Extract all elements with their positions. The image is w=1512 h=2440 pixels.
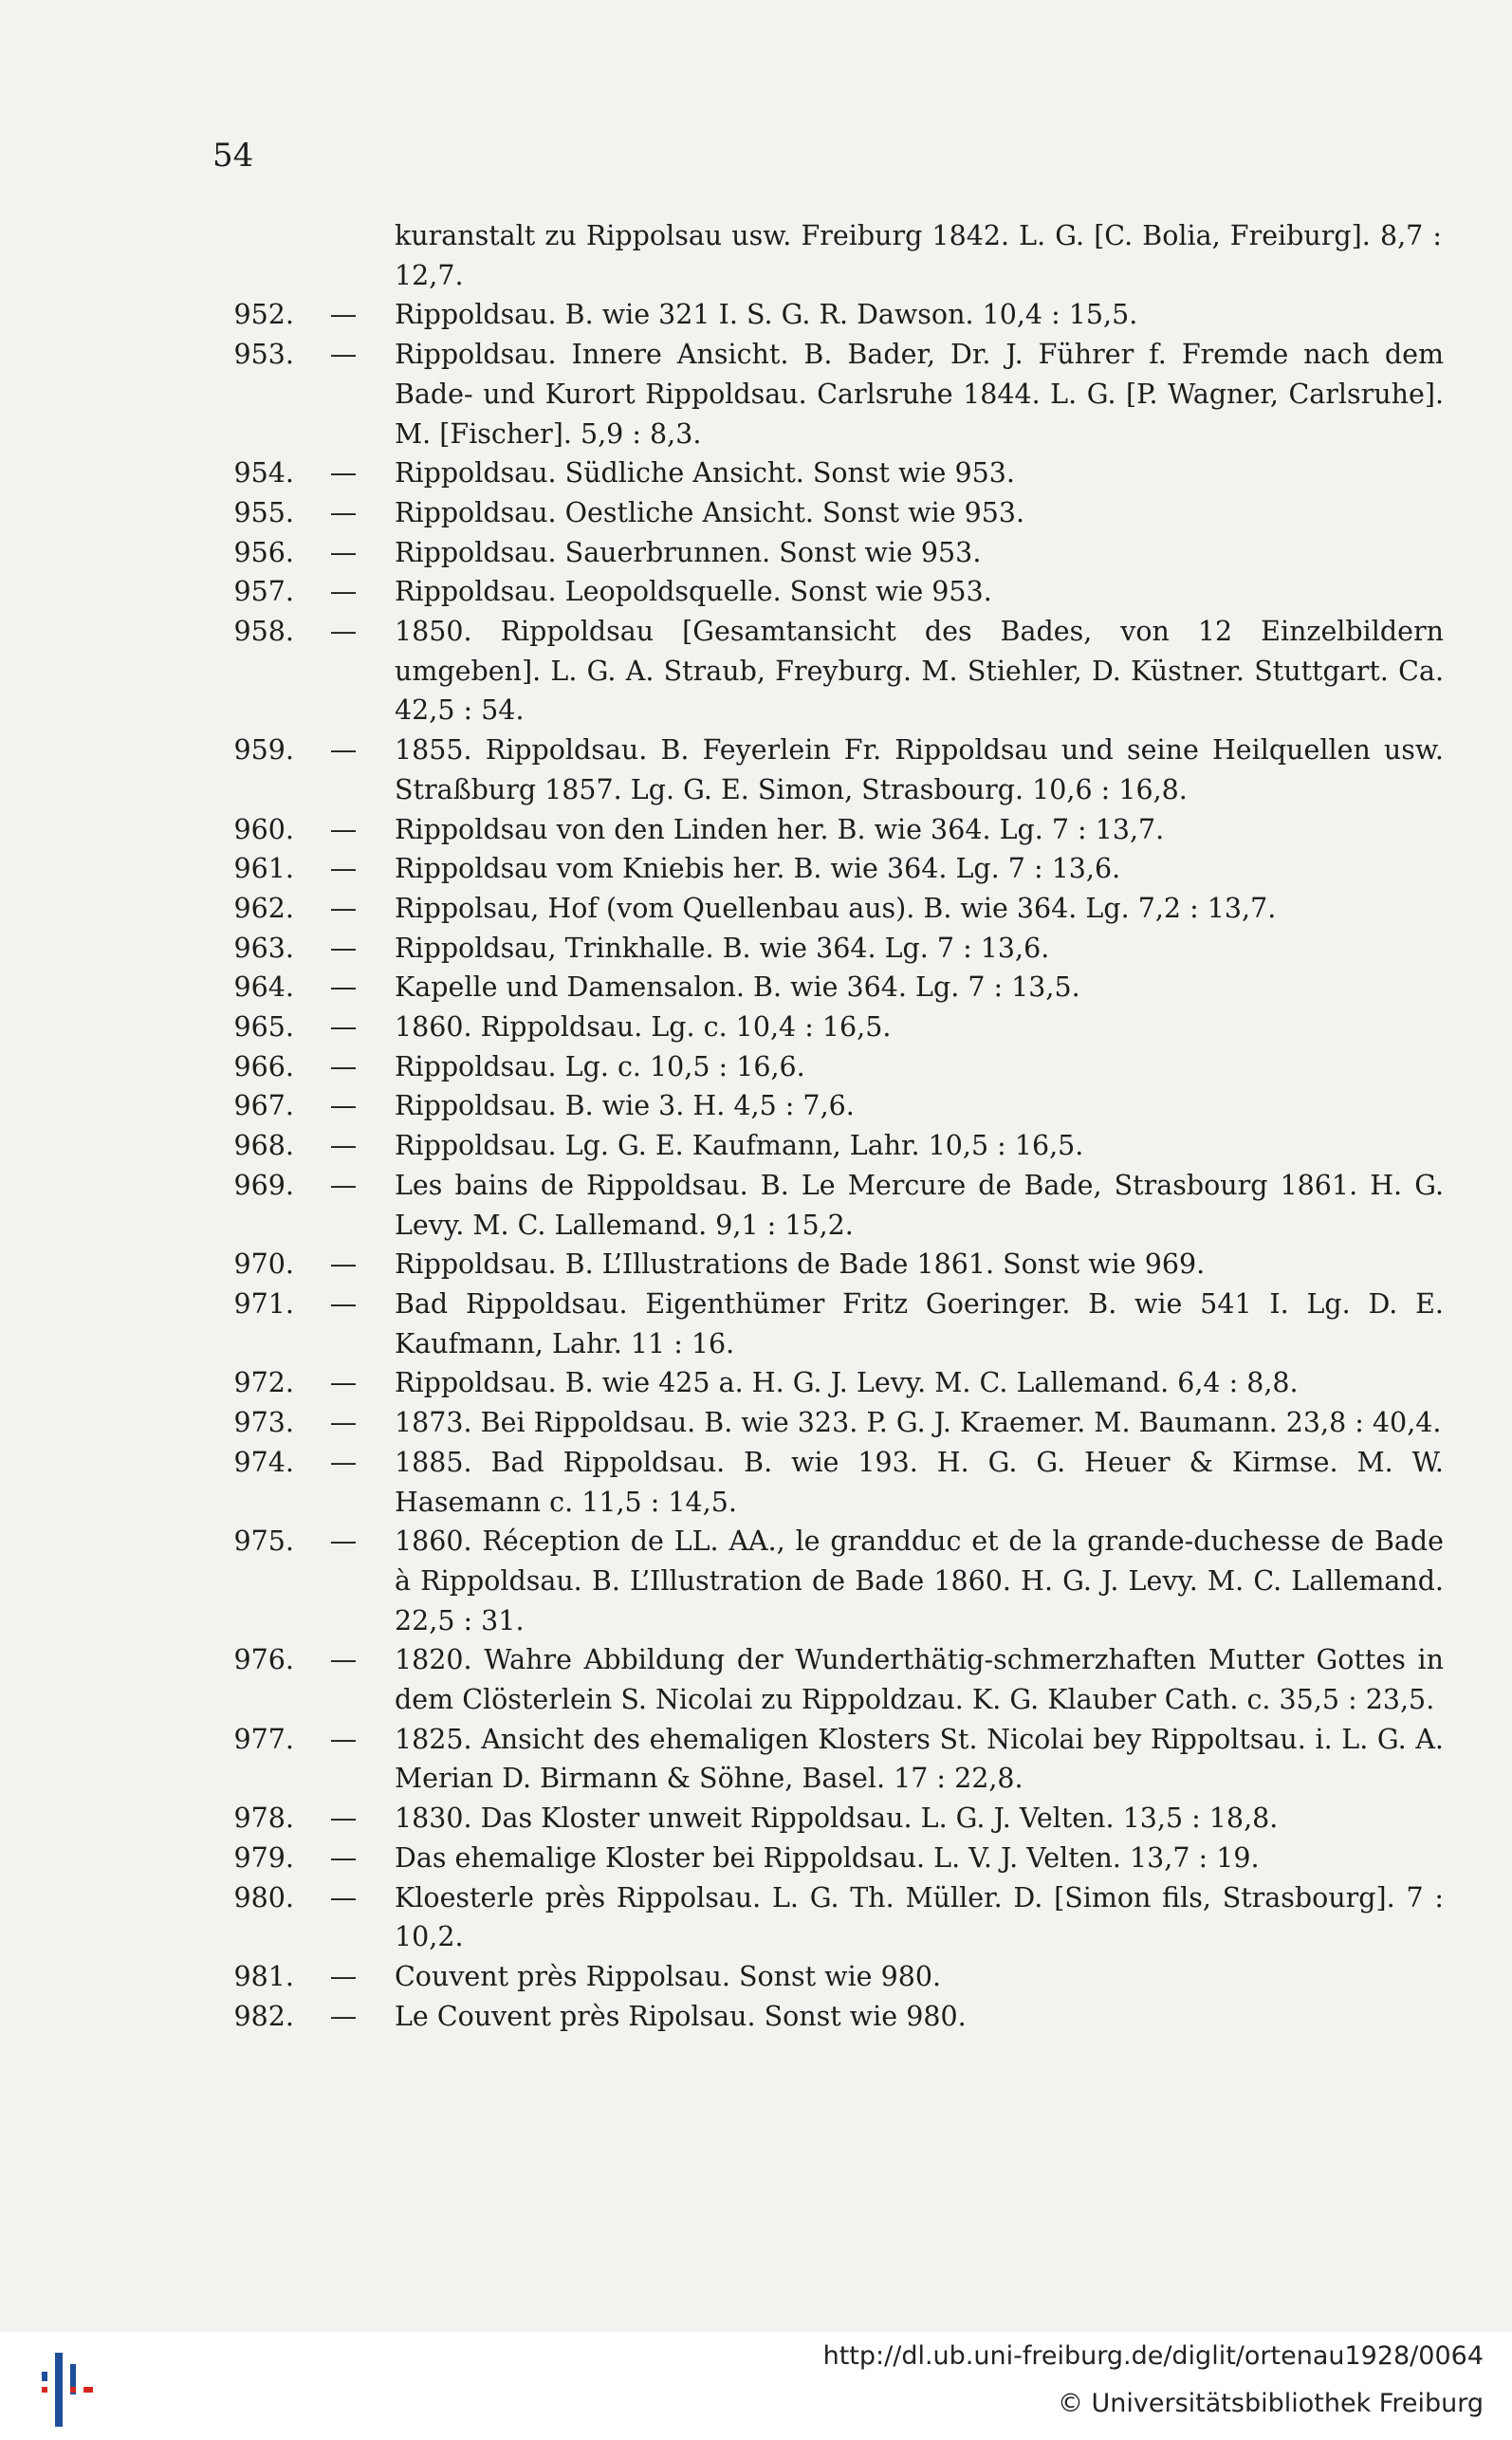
entry-number: 957. [233,576,294,608]
catalog-entry [0,1126,1512,1166]
entry-dash: — [329,1090,358,1122]
entry-text: 1860. Réception de LL. AA., le grandduc et de la grande-duchesse de Bade à Rippoldsau. B. L’Illustration de Bade 1860. H. G. J. Levy. M. C. Lallemand. 22,5 : 31. [395,1525,1444,1636]
entry-number: 981. [233,1960,294,1992]
entry-number: 975. [233,1525,294,1558]
entry-number: 978. [233,1802,294,1835]
entry-text: Rippoldsau. Sauerbrunnen. Sonst wie 953. [395,536,982,568]
entry-number: 959. [233,734,294,767]
catalog-entry [0,533,1512,573]
catalog-entry [0,889,1512,929]
entry-number: 962. [233,892,294,924]
entry-dash: — [329,2000,358,2032]
entry-dash: — [329,1407,358,1439]
entry-dash: — [329,576,358,608]
catalog-entry [0,1443,1512,1522]
entry-text: Rippoldsau von den Linden her. B. wie 364. Lg. 7 : 13,7. [395,813,1165,845]
entry-number: 969. [233,1169,294,1201]
entry-text: 1830. Das Kloster unweit Rippoldsau. L. G. J. Velten. 13,5 : 18,8. [395,1802,1279,1835]
entry-text: 1855. Rippoldsau. B. Feyerlein Fr. Rippoldsau und seine Heilquellen usw. Straßburg 1857. Lg. G. E. Simon, Strasbourg. 10,6 : 16,8. [395,734,1444,805]
entry-dash: — [329,536,358,568]
entry-number: 977. [233,1723,294,1755]
catalog-entry [0,295,1512,335]
catalog-entry [0,968,1512,1007]
entry-text: Les bains de Rippoldsau. B. Le Mercure de Bade, Strasbourg 1861. H. G. Levy. M. C. Lallemand. 9,1 : 15,2. [395,1169,1444,1241]
entry-text: Rippoldsau. Lg. G. E. Kaufmann, Lahr. 10,5 : 16,5. [395,1130,1084,1162]
entry-text: Rippoldsau. B. L’Illustrations de Bade 1861. Sonst wie 969. [395,1248,1206,1281]
entry-dash: — [329,1446,358,1478]
catalog-entry [0,1166,1512,1245]
entry-dash: — [329,853,358,885]
entry-dash: — [329,1723,358,1755]
entry-text: 1850. Rippoldsau [Gesamtansicht des Bades, von 12 Einzelbildern umgeben]. L. G. A. Straub, Freyburg. M. Stiehler, D. Küstner. Stuttgart. Ca. 42,5 : 54. [395,616,1444,727]
entry-text: Bad Rippoldsau. Eigenthümer Fritz Goeringer. B. wie 541 I. Lg. D. E. Kaufmann, Lahr. 11 : 16. [395,1287,1444,1359]
catalog-entry [0,1640,1512,1719]
entry-number: 966. [233,1050,294,1082]
entry-text: Rippoldsau. Lg. c. 10,5 : 16,6. [395,1050,805,1082]
catalog-entry [0,572,1512,612]
page-number: 54 [212,137,254,175]
catalog-entry [0,335,1512,453]
catalog-entry [0,849,1512,889]
entry-number: 958. [233,616,294,648]
entry-dash: — [329,1841,358,1874]
entry-dash: — [329,1644,358,1676]
catalog-entry [0,493,1512,533]
entry-number: 968. [233,1130,294,1162]
entry-dash: — [329,1881,358,1913]
entry-number: 980. [233,1881,294,1913]
entry-dash: — [329,1287,358,1320]
entry-number: 952. [233,299,294,331]
catalog-entry [0,1403,1512,1443]
entry-text: 1860. Rippoldsau. Lg. c. 10,4 : 16,5. [395,1011,892,1044]
entry-number: 953. [233,339,294,371]
entry-dash: — [329,1525,358,1558]
catalog-entry [0,929,1512,969]
entry-text: Rippoldsau. B. wie 3. H. 4,5 : 7,6. [395,1090,855,1122]
entry-number: 967. [233,1090,294,1122]
entry-text: Rippolsau, Hof (vom Quellenbau aus). B. wie 364. Lg. 7,2 : 13,7. [395,892,1277,924]
catalog-entry [0,1997,1512,2037]
catalog-entry [0,1047,1512,1087]
entry-text: Couvent près Rippolsau. Sonst wie 980. [395,1960,942,1992]
ub-freiburg-logo-icon[interactable] [38,2343,95,2429]
entry-number: 973. [233,1407,294,1439]
entry-dash: — [329,734,358,767]
entry-number: 982. [233,2000,294,2032]
entry-dash: — [329,457,358,490]
entry-dash: — [329,1960,358,1992]
entry-number: 960. [233,813,294,845]
entry-dash: — [329,1248,358,1281]
entry-text: Kloesterle près Rippolsau. L. G. Th. Müller. D. [Simon fils, Strasbourg]. 7 : 10,2. [395,1881,1444,1953]
catalog-entry [0,1285,1512,1363]
catalog-entry [0,1522,1512,1640]
entry-text: Rippoldsau. B. wie 321 I. S. G. R. Dawson. 10,4 : 15,5. [395,299,1138,331]
source-url-link[interactable]: http://dl.ub.uni-freiburg.de/diglit/ortenau1928/0064 [822,2341,1484,2371]
entry-text: 1885. Bad Rippoldsau. B. wie 193. H. G. G. Heuer & Kirmse. M. W. Hasemann c. 11,5 : 14,5. [395,1446,1444,1518]
entry-text: Kapelle und Damensalon. B. wie 364. Lg. 7 : 13,5. [395,971,1080,1004]
entry-text: 1873. Bei Rippoldsau. B. wie 323. P. G. J. Kraemer. M. Baumann. 23,8 : 40,4. [395,1407,1442,1439]
entry-number: 970. [233,1248,294,1281]
entry-dash: — [329,971,358,1004]
entry-dash: — [329,1130,358,1162]
entry-text: Le Couvent près Ripolsau. Sonst wie 980. [395,2000,967,2032]
catalog-entries [0,216,1512,2036]
entry-text: Rippoldsau. Leopoldsquelle. Sonst wie 953. [395,576,992,608]
entry-text: Rippoldsau vom Kniebis her. B. wie 364. Lg. 7 : 13,6. [395,853,1121,885]
entry-dash: — [329,339,358,371]
entry-number: 976. [233,1644,294,1676]
entry-number: 954. [233,457,294,490]
entry-number: 955. [233,496,294,528]
entry-dash: — [329,813,358,845]
entry-dash: — [329,1802,358,1835]
entry-dash: — [329,1169,358,1201]
entry-text: Rippoldsau, Trinkhalle. B. wie 364. Lg. 7 : 13,6. [395,932,1050,964]
entry-number: 963. [233,932,294,964]
entry-number: 974. [233,1446,294,1478]
entry-text: Rippoldsau. Oestliche Ansicht. Sonst wie 953. [395,496,1025,528]
entry-number: 956. [233,536,294,568]
entry-number: 979. [233,1841,294,1874]
entry-dash: — [329,616,358,648]
entry-text: 1820. Wahre Abbildung der Wunderthätig-schmerzhaften Mutter Gottes in dem Clösterlein S. Nicolai zu Rippoldzau. K. G. Klauber Cath. c. 35,5 : 23,5. [395,1644,1444,1716]
entry-text: Das ehemalige Kloster bei Rippoldsau. L. V. J. Velten. 13,7 : 19. [395,1841,1260,1874]
catalog-entry [0,1007,1512,1047]
catalog-entry [0,1720,1512,1799]
catalog-entry [0,730,1512,809]
catalog-entry [0,1086,1512,1126]
catalog-entry [0,1839,1512,1878]
catalog-entry [0,1799,1512,1839]
entry-dash: — [329,299,358,331]
catalog-entry [0,1957,1512,1997]
catalog-entry [0,1363,1512,1403]
entry-dash: — [329,1367,358,1399]
entry-dash: — [329,892,358,924]
entry-number: 972. [233,1367,294,1399]
intro-text: kuranstalt zu Rippolsau usw. Freiburg 1842. L. G. [C. Bolia, Freiburg]. 8,7 : 12,7. [395,220,1442,291]
entry-text: 1825. Ansicht des ehemaligen Klosters St. Nicolai bey Rippoltsau. i. L. G. A. Merian D. Birmann & Söhne, Basel. 17 : 22,8. [395,1723,1444,1795]
entry-dash: — [329,932,358,964]
entry-text: Rippoldsau. Südliche Ansicht. Sonst wie 953. [395,457,1015,490]
catalog-entry [0,453,1512,493]
catalog-entry [0,810,1512,850]
entry-number: 961. [233,853,294,885]
entry-number: 971. [233,1287,294,1320]
catalog-entry [0,612,1512,730]
entry-number: 965. [233,1011,294,1044]
entry-number: 964. [233,971,294,1004]
entry-text: Rippoldsau. B. wie 425 a. H. G. J. Levy. M. C. Lallemand. 6,4 : 8,8. [395,1367,1299,1399]
entry-dash: — [329,1011,358,1044]
entry-text: Rippoldsau. Innere Ansicht. B. Bader, Dr. J. Führer f. Fremde nach dem Bade- und Kurort Rippoldsau. Carlsruhe 1844. L. G. [P. Wagner, Carlsruhe]. M. [Fischer]. 5,9 : 8,3. [395,339,1444,450]
catalog-entry [0,1245,1512,1285]
entry-dash: — [329,496,358,528]
copyright-text: © Universitätsbibliothek Freiburg [1057,2389,1484,2418]
catalog-entry [0,1878,1512,1957]
entry-dash: — [329,1050,358,1082]
